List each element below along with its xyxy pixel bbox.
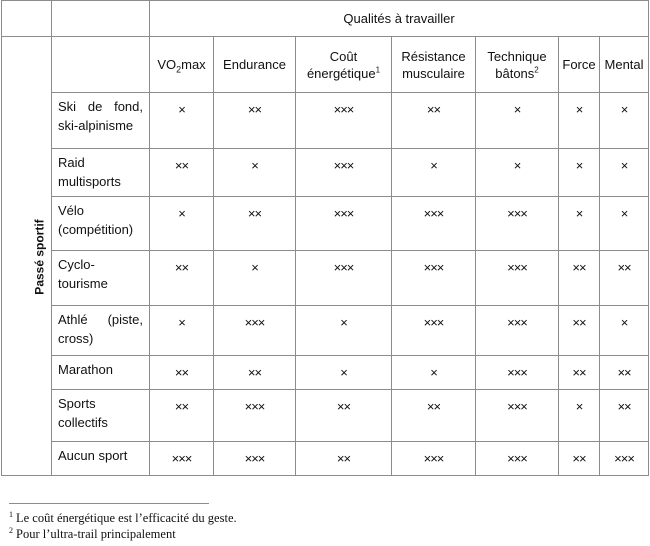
table-row [2,93,649,149]
rating-cell: ××× [476,306,559,356]
rating-cell: ×× [150,251,214,306]
footnote-marker: 1 [375,65,381,75]
side-header-cell [2,37,52,476]
footnote-text: Pour l’ultra-trail principalement [16,527,176,541]
rating-cell: × [296,306,392,356]
rating-cell: ×× [150,356,214,390]
rating-cell: × [559,149,600,197]
column-header-text: Coût énergétique [306,48,376,81]
footnote [9,510,237,526]
rating-cell: ×× [559,356,600,390]
column-header [476,37,559,93]
rating-cell: ×× [296,442,392,476]
rating-cell: ××× [214,390,296,442]
row-label: Raid multisports [52,149,150,197]
column-header [392,37,476,93]
rating-cell: ××× [476,251,559,306]
corner-cell-2 [52,1,150,37]
footnote-marker: 2 [534,65,539,75]
row-label: Ski de fond, ski-alpinisme [52,93,150,149]
rating-cell: ××× [476,442,559,476]
column-header-text: Technique bâtons [487,48,547,81]
rating-cell: ×× [600,356,649,390]
footnote [9,526,237,542]
rating-cell: ××× [296,251,392,306]
row-label: Cyclo-tourisme [52,251,150,306]
table-row [2,306,649,356]
subscript: 2 [176,64,182,75]
corner-cell [2,1,52,37]
rating-cell: ××× [392,251,476,306]
column-header [600,37,649,93]
rating-cell: ×× [150,390,214,442]
rating-cell: × [476,149,559,197]
rating-cell: ××× [392,306,476,356]
column-header-text: Résistance musculaire [401,48,466,81]
rating-cell: × [559,93,600,149]
table-row [2,442,649,476]
footnote-rule [9,503,209,504]
rating-cell: ×× [559,306,600,356]
column-header-suffix: max [181,57,206,72]
column-header [214,37,296,93]
column-header [559,37,600,93]
table-row [2,251,649,306]
rating-cell: ××× [214,442,296,476]
rating-cell: ×× [559,442,600,476]
rating-cell: ××× [476,197,559,251]
rating-cell: × [392,149,476,197]
footnote-number: 2 [9,525,13,535]
rating-cell: × [392,356,476,390]
table-row [2,356,649,390]
rating-cell: ×× [214,197,296,251]
rating-cell: × [600,306,649,356]
rating-cell: × [214,149,296,197]
rating-cell: ××× [296,197,392,251]
group-header-row [2,1,649,37]
rating-cell: ×× [296,390,392,442]
column-header [296,37,392,93]
sport-qualities-table [1,0,649,476]
rating-cell: × [296,356,392,390]
rating-cell: × [476,93,559,149]
rating-cell: × [559,197,600,251]
rating-cell: ××× [296,93,392,149]
rating-cell: ××× [392,442,476,476]
column-header-row [2,37,649,93]
column-header-text: VO [157,57,177,72]
rating-cell: × [600,197,649,251]
row-label: Athlé (piste, cross) [52,306,150,356]
rating-cell: × [214,251,296,306]
rating-cell: ×× [559,251,600,306]
column-header-text: Force [562,57,596,72]
rating-cell: ××× [476,356,559,390]
rating-cell: ×× [214,93,296,149]
footnote-text: Le coût énergétique est l’efficacité du geste. [16,511,237,525]
group-header: Qualités à travailler [150,1,649,37]
column-header [150,37,214,93]
rating-cell: ××× [476,390,559,442]
table-row [2,390,649,442]
side-header: Passé sportif [32,218,47,295]
rating-cell: ×× [600,251,649,306]
rating-cell: ×× [600,390,649,442]
rating-cell: ×× [214,356,296,390]
rating-cell: ×× [392,93,476,149]
rating-cell: × [559,390,600,442]
row-label-header [52,37,150,93]
rating-cell: ×× [150,149,214,197]
rating-cell: ××× [150,442,214,476]
rating-cell: ××× [214,306,296,356]
column-header-text: Endurance [223,57,286,72]
rating-cell: × [600,149,649,197]
row-label: Marathon [52,356,150,390]
row-label: Aucun sport [52,442,150,476]
rating-cell: ××× [296,149,392,197]
rating-cell: × [150,306,214,356]
column-header-text: Mental [604,57,644,72]
row-label: Vélo (compétition) [52,197,150,251]
footnotes [9,510,237,542]
rating-cell: × [150,93,214,149]
rating-cell: ××× [600,442,649,476]
table-row [2,197,649,251]
rating-cell: × [600,93,649,149]
rating-cell: × [150,197,214,251]
row-label: Sports collectifs [52,390,150,442]
table-row [2,149,649,197]
rating-cell: ××× [392,197,476,251]
rating-cell: ×× [392,390,476,442]
footnote-number: 1 [9,509,13,519]
